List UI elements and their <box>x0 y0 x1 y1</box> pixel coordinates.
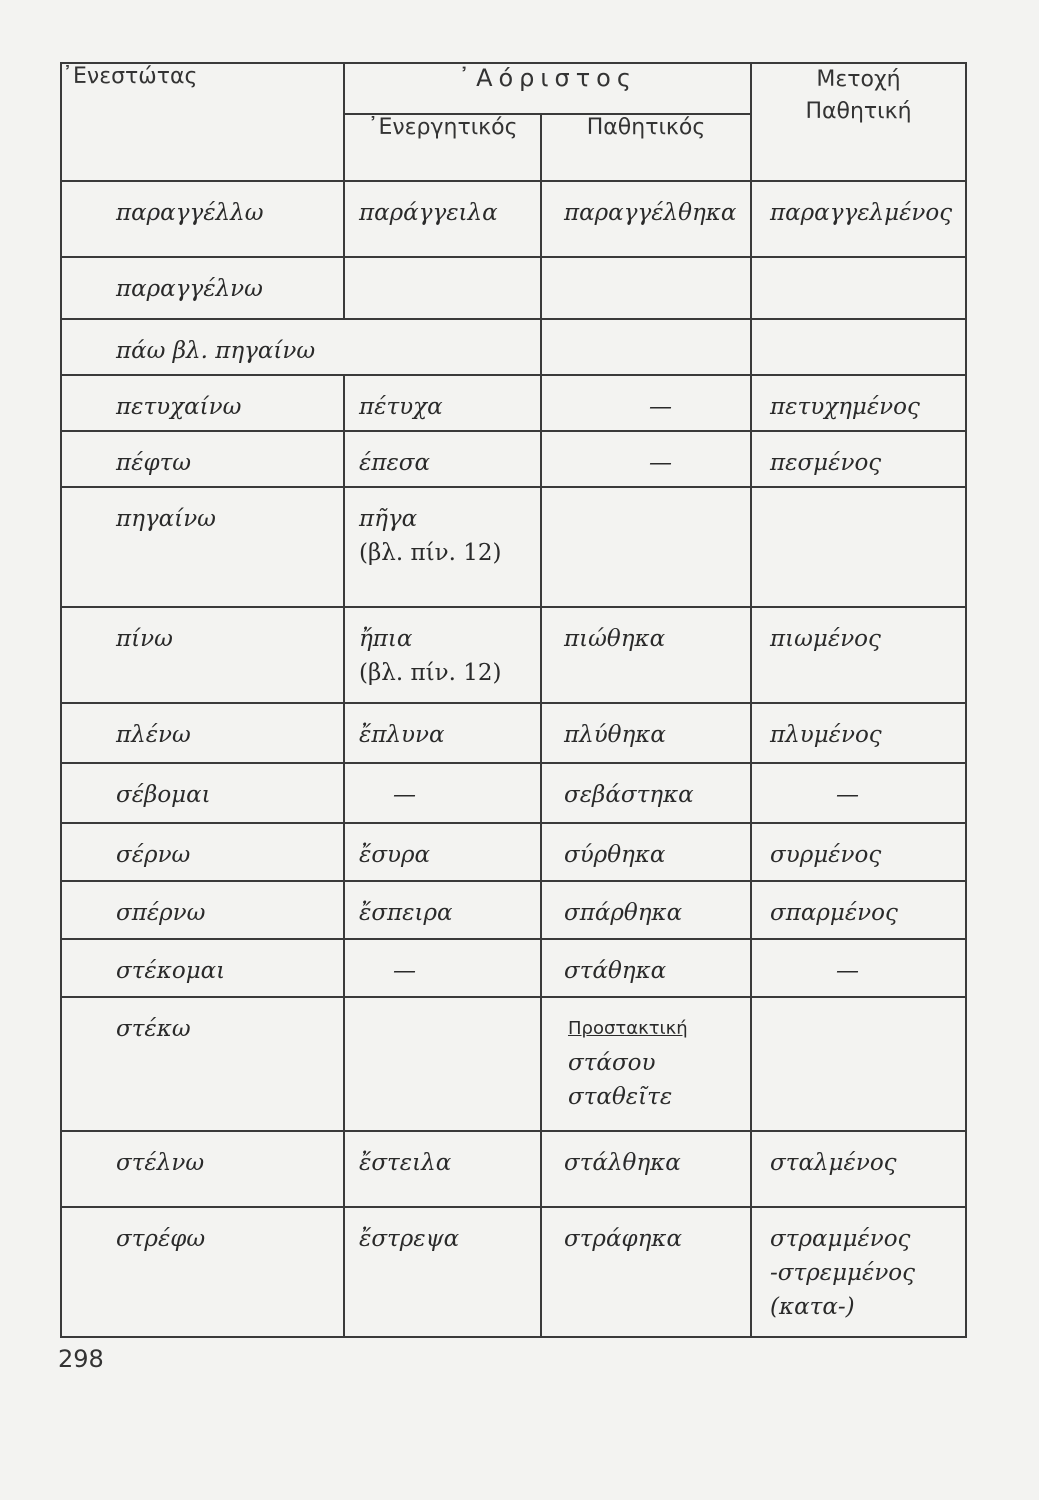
aorist-active-cell <box>345 998 540 1012</box>
present-cell: σέβομαι <box>116 782 211 808</box>
aorist-active-cell: — <box>393 958 416 984</box>
verb-conjugation-table <box>60 62 967 1338</box>
present-cell: στέκομαι <box>116 958 226 984</box>
present-cell: παραγγέλλω <box>116 200 264 226</box>
aorist-active-cell <box>345 608 540 690</box>
aorist-active-form: πῆγα <box>359 506 418 532</box>
aorist-passive-cell: — <box>649 394 673 420</box>
aorist-passive-cell: στάλθηκα <box>564 1150 681 1176</box>
present-cell: πηγαίνω <box>116 506 216 532</box>
participle-cell: πετυχημένος <box>770 394 920 420</box>
participle-cell <box>752 320 965 334</box>
header-aorist: ᾿Αόριστος <box>344 63 751 114</box>
present-cell: πετυχαίνω <box>116 394 242 420</box>
aorist-active-cell <box>345 258 540 272</box>
table-row <box>61 487 966 607</box>
table-row <box>61 763 966 823</box>
aorist-active-cell: ἔσπειρα <box>359 900 453 926</box>
present-cell: παραγγέλνω <box>116 276 263 302</box>
participle-cell: σταλμένος <box>770 1150 897 1176</box>
present-cell: πίνω <box>116 626 173 652</box>
aorist-active-form: ἤπια <box>359 626 413 652</box>
present-cell: στέκω <box>116 1016 191 1042</box>
aorist-passive-cell: παραγγέλθηκα <box>564 200 737 226</box>
aorist-active-cell: ἔστρεψα <box>359 1226 460 1252</box>
present-cell: σέρνω <box>116 842 191 868</box>
participle-form: -στρεμμένος <box>770 1260 916 1286</box>
participle-cell: πιωμένος <box>770 626 881 652</box>
table-row <box>61 431 966 487</box>
header-present: ᾿Ενεστώτας <box>61 63 344 181</box>
table-row <box>61 703 966 763</box>
table-row <box>61 607 966 703</box>
aorist-passive-cell <box>542 320 750 334</box>
table-row <box>61 181 966 257</box>
aorist-passive-cell <box>542 488 750 502</box>
participle-cell: συρμένος <box>770 842 882 868</box>
table-row <box>61 1207 966 1337</box>
table-row <box>61 319 966 375</box>
aorist-passive-cell <box>542 258 750 272</box>
participle-cell <box>752 998 965 1012</box>
table-row <box>61 997 966 1131</box>
aorist-active-cell: έπεσα <box>359 450 431 476</box>
participle-cell: παραγγελμένος <box>770 200 953 226</box>
table-row <box>61 375 966 431</box>
present-cell: πέφτω <box>116 450 192 476</box>
aorist-passive-cell <box>542 998 750 1114</box>
participle-cell <box>752 258 965 272</box>
header-participle-line2: Παθητική <box>805 98 912 124</box>
imperative-form: σταθεῖτε <box>568 1084 673 1110</box>
present-cell: στέλνω <box>116 1150 205 1176</box>
aorist-active-cell: πέτυχα <box>359 394 443 420</box>
participle-form: (κατα-) <box>770 1294 855 1320</box>
aorist-passive-cell: σπάρθηκα <box>564 900 683 926</box>
table-row <box>61 881 966 939</box>
header-participle-line1: Μετοχή <box>816 67 901 92</box>
participle-cell <box>752 488 965 502</box>
present-cell: πλένω <box>116 722 191 748</box>
participle-cell: πεσμένος <box>770 450 882 476</box>
table-row <box>61 1131 966 1207</box>
aorist-passive-cell: σύρθηκα <box>564 842 666 868</box>
participle-form: στραμμένος <box>770 1226 911 1252</box>
present-cell: σπέρνω <box>116 900 206 926</box>
header-active: ᾿Ενεργητικός <box>344 114 541 181</box>
header-participle <box>751 63 966 181</box>
participle-cell <box>752 1208 965 1324</box>
aorist-active-cell: — <box>393 782 416 808</box>
table-row <box>61 257 966 319</box>
aorist-active-cell: ἔσυρα <box>359 842 431 868</box>
header-passive: Παθητικός <box>541 114 751 181</box>
aorist-passive-cell: στράφηκα <box>564 1226 682 1252</box>
table-row <box>61 939 966 997</box>
page-number: 298 <box>58 1345 104 1373</box>
imperative-form: στάσου <box>568 1050 656 1076</box>
aorist-active-cell: ἔστειλα <box>359 1150 452 1176</box>
aorist-passive-cell: στάθηκα <box>564 958 667 984</box>
aorist-passive-cell: πλύθηκα <box>564 722 666 748</box>
aorist-active-cell: ἔπλυνα <box>359 722 445 748</box>
present-cell: πάω βλ. πηγαίνω <box>116 338 316 364</box>
aorist-active-note: (βλ. πίν. 12) <box>359 540 502 566</box>
participle-cell: σπαρμένος <box>770 900 898 926</box>
participle-cell: — <box>836 958 860 984</box>
aorist-active-cell: παράγγειλα <box>359 200 498 226</box>
aorist-active-note: (βλ. πίν. 12) <box>359 660 502 686</box>
aorist-passive-cell: — <box>649 450 673 476</box>
aorist-passive-cell: σεβάστηκα <box>564 782 694 808</box>
present-cell: στρέφω <box>116 1226 206 1252</box>
participle-cell: πλυμένος <box>770 722 882 748</box>
imperative-label: Προστακτική <box>568 1018 688 1039</box>
aorist-active-cell <box>345 488 540 570</box>
aorist-passive-cell: πιώθηκα <box>564 626 666 652</box>
participle-cell: — <box>836 782 860 808</box>
header-row <box>61 63 966 114</box>
table-row <box>61 823 966 881</box>
